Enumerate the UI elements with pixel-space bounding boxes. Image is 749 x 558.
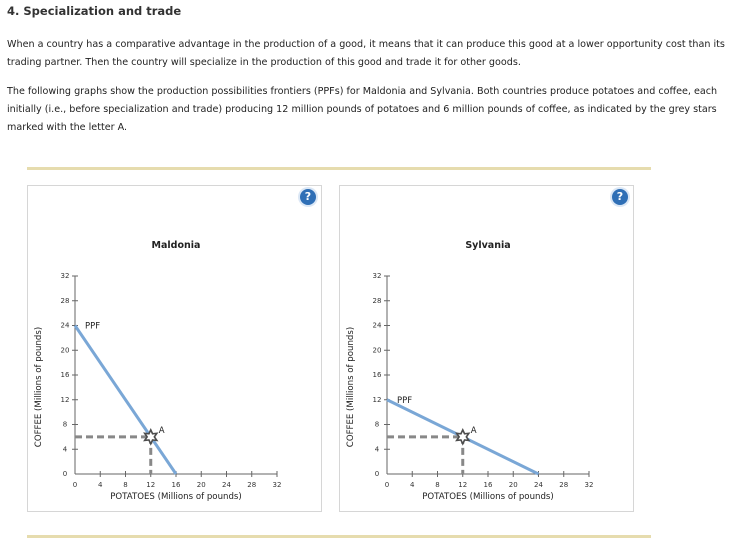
point-label: A xyxy=(158,425,165,436)
x-tick-label: 32 xyxy=(584,481,594,489)
y-tick-label: 16 xyxy=(60,371,70,379)
chart-title: Sylvania xyxy=(465,240,511,251)
x-tick-label: 16 xyxy=(483,481,493,489)
divider-top xyxy=(27,167,651,170)
star-marker-icon xyxy=(457,430,469,444)
y-tick-label: 32 xyxy=(372,272,382,280)
y-tick-label: 16 xyxy=(372,371,382,379)
x-tick-label: 20 xyxy=(196,481,206,489)
sylvania-ppf-chart xyxy=(340,186,635,513)
y-tick-label: 0 xyxy=(374,470,380,478)
ppf-line xyxy=(75,326,176,475)
y-tick-label: 8 xyxy=(374,420,380,429)
y-tick-label: 28 xyxy=(60,296,70,305)
x-tick-label: 0 xyxy=(72,481,78,489)
y-tick-label: 4 xyxy=(62,445,68,454)
x-axis-label: POTATOES (Millions of pounds) xyxy=(110,492,242,502)
x-tick-label: 16 xyxy=(171,481,181,489)
y-tick-label: 12 xyxy=(372,395,382,404)
y-tick-label: 0 xyxy=(62,470,68,478)
help-glyph: ? xyxy=(304,190,312,203)
intro-paragraph-1: When a country has a comparative advantage in the production of a good, it means that it can produce this good at a lower opportunity cost than its trading partner. Then the country will specialize in the production of this good and trade it for other goods. xyxy=(7,39,725,68)
x-tick-label: 24 xyxy=(222,481,231,489)
help-glyph: ? xyxy=(616,190,624,203)
divider-bottom xyxy=(27,535,651,538)
y-tick-label: 4 xyxy=(374,445,380,454)
y-tick-label: 24 xyxy=(372,321,382,330)
x-tick-label: 8 xyxy=(435,481,440,489)
point-label: A xyxy=(470,425,477,436)
ppf-label: PPF xyxy=(397,395,413,406)
chart-panel-sylvania xyxy=(339,185,634,512)
chart-title: Maldonia xyxy=(151,240,201,251)
maldonia-ppf-chart xyxy=(28,186,323,513)
x-tick-label: 12 xyxy=(146,481,156,489)
y-tick-label: 20 xyxy=(60,346,70,355)
y-tick-label: 20 xyxy=(372,346,382,355)
y-axis-label: COFFEE (Millions of pounds) xyxy=(346,326,356,448)
y-tick-label: 28 xyxy=(372,296,382,305)
x-tick-label: 4 xyxy=(98,481,103,489)
x-tick-label: 32 xyxy=(272,481,282,489)
y-tick-label: 12 xyxy=(60,395,70,404)
y-tick-label: 24 xyxy=(60,321,70,330)
x-tick-label: 24 xyxy=(534,481,543,489)
y-tick-label: 8 xyxy=(62,420,68,429)
x-tick-label: 28 xyxy=(559,481,569,489)
y-axis-label: COFFEE (Millions of pounds) xyxy=(34,326,44,448)
x-tick-label: 28 xyxy=(247,481,257,489)
x-tick-label: 4 xyxy=(410,481,415,489)
x-tick-label: 0 xyxy=(384,481,390,489)
ppf-label: PPF xyxy=(85,321,101,332)
intro-paragraph-2: The following graphs show the production possibilities frontiers (PPFs) for Maldonia and Sylvania. Both countries produce potatoes and coffee, each initially (i.e., before specialization and trade) producing 12 million pounds of potatoes and 6 million pounds of coffee, as indicated by the grey stars marked with the letter A. xyxy=(7,86,718,133)
chart-panel-maldonia xyxy=(27,185,322,512)
x-axis-label: POTATOES (Millions of pounds) xyxy=(422,492,554,502)
x-tick-label: 20 xyxy=(508,481,518,489)
x-tick-label: 8 xyxy=(123,481,128,489)
y-tick-label: 32 xyxy=(60,272,70,280)
page-title: 4. Specialization and trade xyxy=(7,4,182,18)
x-tick-label: 12 xyxy=(458,481,468,489)
